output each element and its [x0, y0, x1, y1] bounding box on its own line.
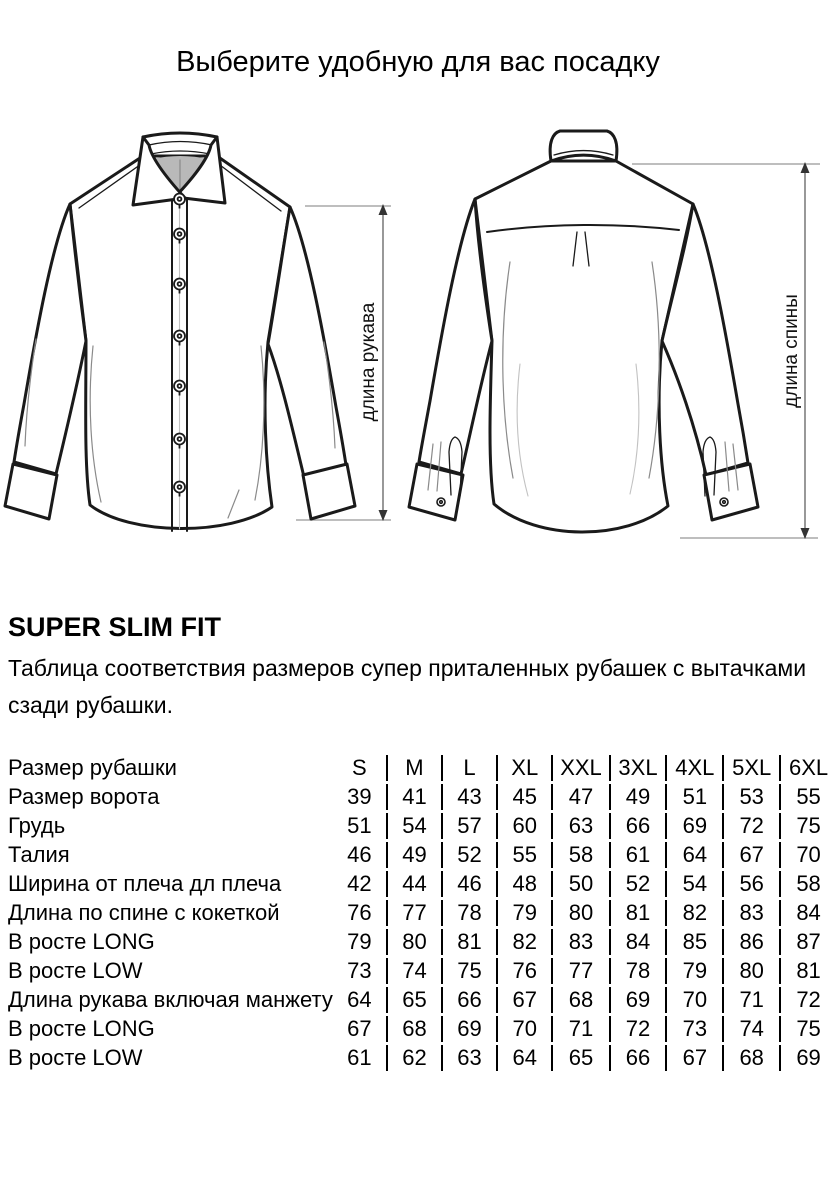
size-value: 66	[611, 1045, 668, 1071]
size-value: 50	[553, 871, 610, 897]
size-value: 67	[667, 1045, 724, 1071]
measurement-label: В росте LOW	[8, 958, 143, 983]
size-value: 54	[667, 871, 724, 897]
size-value: 41	[388, 784, 443, 810]
size-table-row	[0, 871, 836, 897]
measurement-label: Талия	[8, 842, 70, 867]
size-value: 77	[553, 958, 610, 984]
size-value: 67	[333, 1016, 388, 1042]
size-value: 61	[333, 1045, 388, 1071]
size-value: 63	[553, 813, 610, 839]
size-value: 71	[553, 1016, 610, 1042]
size-value: 43	[443, 784, 498, 810]
size-value: 68	[553, 987, 610, 1013]
size-value: 72	[611, 1016, 668, 1042]
front-left-cuff	[5, 464, 57, 519]
size-value: 60	[498, 813, 553, 839]
size-value: 81	[611, 900, 668, 926]
size-table	[0, 752, 836, 1074]
size-table-row	[0, 1045, 836, 1071]
size-value: 58	[553, 842, 610, 868]
size-value: 80	[388, 929, 443, 955]
back-torso	[475, 161, 693, 532]
size-value: 58	[796, 871, 821, 896]
size-value: 80	[724, 958, 781, 984]
size-value: 53	[724, 784, 781, 810]
measurement-label: В росте LONG	[8, 929, 155, 954]
size-table-header-row	[0, 755, 836, 781]
size-value: 70	[796, 842, 821, 867]
button-icon	[720, 498, 728, 506]
size-value: 81	[443, 929, 498, 955]
size-value: 46	[333, 842, 388, 868]
size-value: 81	[796, 958, 821, 983]
size-table-body	[0, 784, 836, 1071]
size-column-header: 5XL	[724, 755, 781, 781]
back-right-cuff	[704, 464, 758, 520]
size-value: 61	[611, 842, 668, 868]
measurement-label: Длина рукава включая манжету	[8, 987, 333, 1012]
size-value: 75	[443, 958, 498, 984]
size-value: 84	[796, 900, 821, 925]
size-table-row	[0, 929, 836, 955]
size-column-header: L	[443, 755, 498, 781]
size-value: 85	[667, 929, 724, 955]
size-value: 70	[667, 987, 724, 1013]
size-value: 78	[611, 958, 668, 984]
size-value: 65	[553, 1045, 610, 1071]
size-value: 42	[333, 871, 388, 897]
size-value: 74	[388, 958, 443, 984]
size-value: 44	[388, 871, 443, 897]
size-value: 68	[388, 1016, 443, 1042]
size-value: 49	[388, 842, 443, 868]
size-value: 57	[443, 813, 498, 839]
size-value: 77	[388, 900, 443, 926]
size-table-corner-label: Размер рубашки	[8, 755, 177, 780]
size-value: 79	[667, 958, 724, 984]
back-left-cuff	[409, 464, 463, 520]
size-value: 79	[498, 900, 553, 926]
size-value: 72	[796, 987, 821, 1012]
size-value: 54	[388, 813, 443, 839]
size-value: 67	[498, 987, 553, 1013]
measurement-label: В росте LONG	[8, 1016, 155, 1041]
sleeve-length-label: длина рукава	[358, 302, 379, 422]
size-value: 69	[667, 813, 724, 839]
measurement-label: Грудь	[8, 813, 66, 838]
front-left-sleeve	[14, 204, 86, 474]
size-value: 70	[498, 1016, 553, 1042]
size-value: 52	[443, 842, 498, 868]
measurement-label: Длина по спине с кокеткой	[8, 900, 280, 925]
size-table-row	[0, 900, 836, 926]
size-value: 76	[498, 958, 553, 984]
size-value: 48	[498, 871, 553, 897]
size-value: 52	[611, 871, 668, 897]
size-value: 73	[333, 958, 388, 984]
size-value: 63	[443, 1045, 498, 1071]
page-title: Выберите удобную для вас посадку	[176, 46, 660, 78]
size-value: 68	[724, 1045, 781, 1071]
size-column-header: XL	[498, 755, 553, 781]
size-column-header: S	[333, 755, 388, 781]
size-value: 78	[443, 900, 498, 926]
size-value: 69	[611, 987, 668, 1013]
size-value: 69	[796, 1045, 821, 1070]
size-value: 71	[724, 987, 781, 1013]
size-table-row	[0, 813, 836, 839]
size-value: 76	[333, 900, 388, 926]
front-right-cuff	[303, 464, 355, 519]
size-value: 73	[667, 1016, 724, 1042]
size-value: 64	[667, 842, 724, 868]
shirt-technical-drawing	[0, 104, 836, 566]
size-value: 87	[796, 929, 821, 954]
fit-heading: SUPER SLIM FIT	[8, 612, 222, 642]
size-column-header: XXL	[553, 755, 610, 781]
shirt-back-drawing	[409, 131, 758, 532]
measurement-label: Размер ворота	[8, 784, 160, 809]
size-value: 75	[796, 813, 821, 838]
size-value: 47	[553, 784, 610, 810]
size-value: 82	[498, 929, 553, 955]
size-value: 74	[724, 1016, 781, 1042]
size-value: 55	[796, 784, 821, 809]
size-value: 80	[553, 900, 610, 926]
size-value: 62	[388, 1045, 443, 1071]
size-value: 46	[443, 871, 498, 897]
size-table-row	[0, 958, 836, 984]
size-value: 56	[724, 871, 781, 897]
size-value: 64	[498, 1045, 553, 1071]
measurement-label: Ширина от плеча дл плеча	[8, 871, 282, 896]
size-value: 66	[611, 813, 668, 839]
size-table-row	[0, 784, 836, 810]
size-table-row	[0, 987, 836, 1013]
size-value: 75	[796, 1016, 821, 1041]
back-collar-band	[550, 131, 617, 161]
shirt-front-drawing	[5, 133, 355, 531]
button-icon	[437, 498, 445, 506]
size-column-header: M	[388, 755, 443, 781]
back-length-label: длина спины	[781, 294, 802, 408]
size-value: 67	[724, 842, 781, 868]
size-value: 64	[333, 987, 388, 1013]
size-column-header: 3XL	[611, 755, 668, 781]
size-value: 49	[611, 784, 668, 810]
size-value: 83	[724, 900, 781, 926]
size-value: 45	[498, 784, 553, 810]
size-value: 51	[667, 784, 724, 810]
size-value: 79	[333, 929, 388, 955]
size-value: 65	[388, 987, 443, 1013]
size-value: 51	[333, 813, 388, 839]
size-value: 84	[611, 929, 668, 955]
size-table-row	[0, 1016, 836, 1042]
size-value: 86	[724, 929, 781, 955]
size-table-row	[0, 842, 836, 868]
size-column-header: 6XL	[788, 755, 829, 780]
size-value: 82	[667, 900, 724, 926]
size-column-header: 4XL	[667, 755, 724, 781]
shirt-figure	[0, 104, 836, 566]
size-value: 72	[724, 813, 781, 839]
size-value: 55	[498, 842, 553, 868]
size-value: 39	[333, 784, 388, 810]
size-value: 83	[553, 929, 610, 955]
size-value: 69	[443, 1016, 498, 1042]
measurement-label: В росте LOW	[8, 1045, 143, 1070]
fit-description: Таблица соответствия размеров супер приталенных рубашек с вытачками сзади рубашки.	[8, 655, 807, 718]
size-value: 66	[443, 987, 498, 1013]
